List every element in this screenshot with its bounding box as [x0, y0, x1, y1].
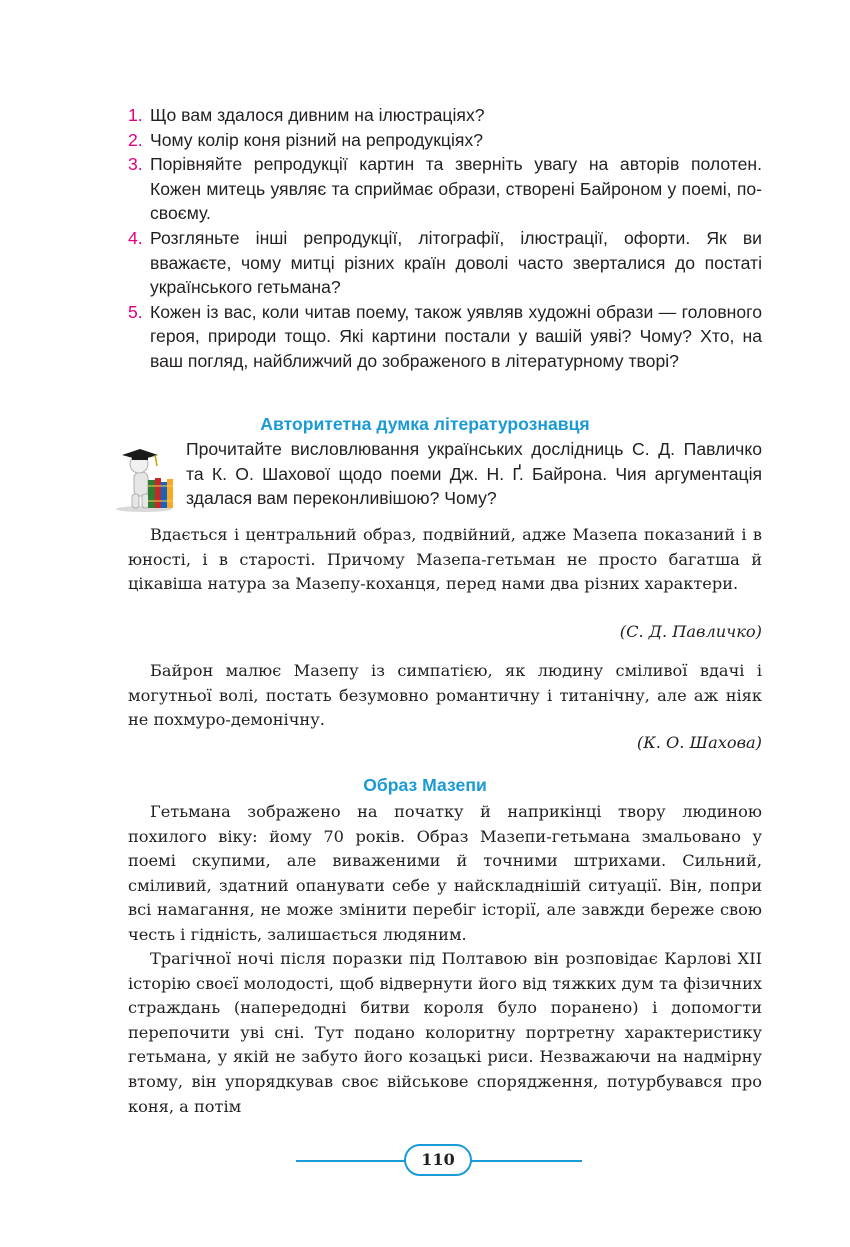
question-number: 1.: [128, 105, 143, 125]
footer-line-left: [296, 1160, 406, 1162]
questions-list: [128, 103, 762, 374]
question-number: 2.: [128, 129, 143, 150]
quote-text: Вдається і центральний образ, подвійний, адже Мазепа показаний і в юності, і в старості. Причому Мазепа-гетьман не просто багатша й цікавіша натура за Мазепу-коханця, перед нами два різних характери.: [128, 525, 762, 594]
quote-pavlychko: [128, 523, 762, 597]
quote-author-shakhova: (К. О. Шахова): [636, 733, 762, 752]
footer-line-right: [470, 1160, 582, 1162]
quote-text: Байрон малює Мазепу із симпатією, як людину сміливої вдачі і могутньої волі, постать безумовно романтичну і титанічну, але аж ніяк не похмуро-демонічну.: [128, 661, 762, 730]
author-name: С. Д. Павличко: [626, 622, 756, 641]
quote-author-pavlychko: (С. Д. Павличко): [619, 622, 762, 641]
scholar-with-books-icon: [112, 446, 178, 512]
author-name: К. О. Шахова: [643, 733, 756, 752]
paragraph-text: Гетьмана зображено на початку й наприкінці твору людиною похилого віку: йому 70 років. Образ Мазепи-гетьмана змальовано у поемі скупими, але виваженими й точними штрихами. Сильний, сміливий, здатний опанувати себе у найскладнішій ситуації. Він, попри всі намагання, не може змінити перебіг історії, але завжди береже свою честь і гідність, залишається людяним.: [128, 802, 762, 944]
section-heading-critic-opinion: Авторитетна думка літературознавця: [260, 414, 590, 434]
question-item: [128, 300, 762, 374]
question-text: Порівняйте репродукції картин та зверніть увагу на авторів полотен. Кожен митець уявляє та сприймає образи, створені Байроном у поемі, по-своєму.: [150, 154, 762, 224]
question-number: 4.: [128, 227, 143, 248]
question-item: [128, 226, 762, 300]
quote-shakhova: [128, 659, 762, 733]
question-text: Що вам здалося дивним на ілюстраціях?: [150, 105, 485, 125]
section-heading-mazepa-image: Образ Мазепи: [363, 775, 487, 795]
question-number: 3.: [128, 154, 143, 175]
critic-intro-task: Прочитайте висловлювання українських дослідниць С. Д. Павличко та К. О. Шахової щодо поеми Дж. Н. Ґ. Байрона. Чия аргументація здалася вам переконливішою? Чому?: [186, 439, 762, 509]
question-item: [128, 152, 762, 226]
question-item: [128, 103, 762, 128]
paragraph-mazepa-1: [128, 800, 762, 948]
question-number: 5.: [128, 301, 143, 322]
question-text: Чому колір коня різний на репродукціях?: [150, 129, 483, 150]
question-item: [128, 128, 762, 153]
question-text: Розгляньте інші репродукції, літографії, ілюстрації, офорти. Як ви вважаєте, чому митці різних країн доволі часто зверталися до постаті українського гетьмана?: [150, 227, 762, 298]
page-number: 110: [404, 1144, 472, 1176]
paragraph-mazepa-2: [128, 947, 762, 1119]
question-text: Кожен із вас, коли читав поему, також уявляв художні образи — головного героя, природи тощо. Які картини постали у вашій уяві? Чому? Хто, на ваш погляд, найближчий до зображеного в літературному творі?: [150, 301, 762, 371]
paragraph-text: Трагічної ночі після поразки під Полтавою він розповідає Карлові XII історію своєї молодості, щоб відвернути його від тяжких дум та фізичних страждань (напередодні битви короля було поранено) і допомогти перепочити уві сні. Тут подано колоритну портретну характеристику гетьмана, у якій не забуто його козацькі риси. Незважаючи на надмірну втому, він упорядкував своє військове спорядження, потурбувався про коня, а потім: [128, 949, 762, 1116]
